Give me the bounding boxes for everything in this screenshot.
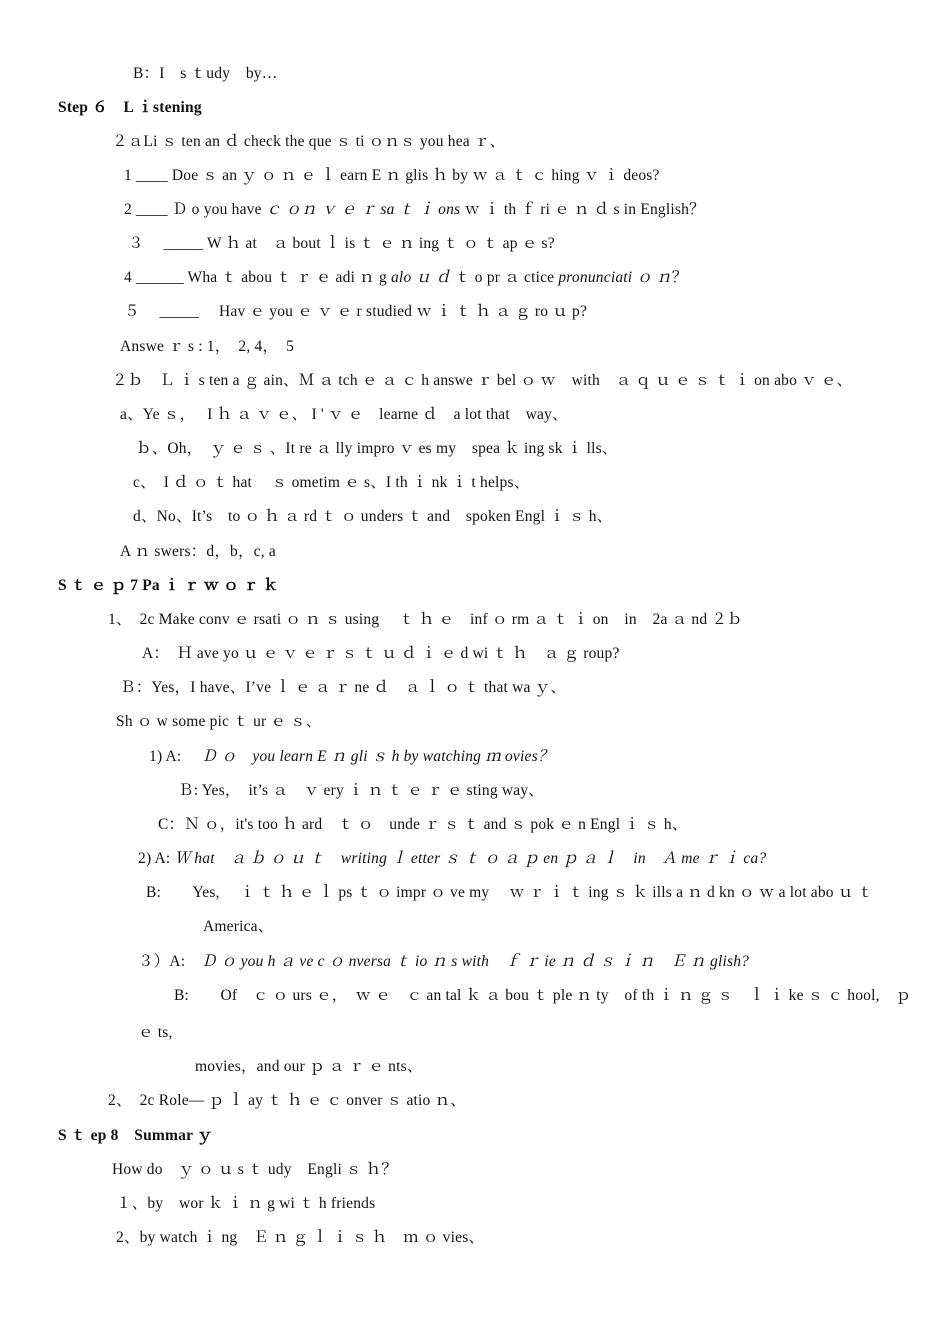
answers-2b: A ｎ swers：d，b，c, a — [120, 543, 276, 560]
summary-item-2: 2、by watch ｉ ng Ｅ ｎ ｇ ｌ ｉ ｓ ｈ ｍ ｏ vies、 — [116, 1229, 485, 1246]
question-4-italic-b: pronunciati ｏ ｎ — [558, 269, 672, 286]
question-5: ５ _____ Hav ｅ you ｅ ｖ ｅ r studied ｗ ｉ ｔ ｈ ａ ｇ ro ｕ p? — [124, 303, 588, 320]
dialogue-line: B：I s ｔudy by… — [133, 65, 278, 82]
question-3: ３ _____ W ｈ at ａ bout ｌ is ｔ ｅ ｎ ing ｔ ｏ ｔ ap ｅ s? — [128, 235, 555, 252]
question-1: 1 ____ Doe ｓ an ｙ ｏ ｎ ｅ ｌ earn E ｎ glis ｈ by ｗ ａ ｔ ｃ hing ｖ ｉ deos? — [124, 167, 660, 184]
answer-d: d、No、It’s to ｏ ｈ ａ rd ｔ ｏ unders ｔ and spoken Engl ｉ ｓ h、 — [133, 508, 613, 525]
picture-1-label: 1) A: — [149, 748, 202, 765]
question-4-text-a: 4 ______ Wha ｔ abou ｔ ｒ ｅ adi ｎ g — [124, 269, 391, 286]
question-2 — [124, 200, 705, 220]
picture-1-answer-c: C：Ｎ ｏ，it's too ｈ ard ｔ ｏ unde ｒ ｓ ｔ and ｓ pok ｅ n Engl ｉ ｓ h、 — [158, 816, 688, 833]
question-4-italic-a: alo ｕ ｄ — [390, 269, 451, 286]
answer-b: ｂ、Oh， ｙ ｅ ｓ 、It re ａ lly impro ｖ es my spea ｋ ing sk ｉ lls、 — [136, 440, 618, 457]
answer-a: a、Ye ｓ， I ｈ ａ ｖ ｅ、 I ' ｖ ｅ learne ｄ a lot that way、 — [120, 406, 568, 423]
answer-c: c、 I ｄ ｏ ｔ hat ｓ ometim ｅ s、I th ｉ nk ｉ t helps、 — [133, 474, 530, 491]
picture-2-answer-cont: America、 — [203, 918, 274, 935]
picture-3-answer: B: Of ｃ ｏ urs ｅ， ｗ ｅ ｃ an tal ｋ ａ bou ｔ ple ｎ ty of th ｉ ｎ ｇ ｓ ｌ ｉ ke ｓ ｃ hool, ｐ — [174, 987, 912, 1004]
picture-2-answer: B: Yes, ｉ ｔ ｈ ｅ ｌ ps ｔ ｏ impr ｏ ve my ｗ ｒ ｉ ｔ ing ｓ ｋ ills a ｎ d kn ｏ ｗ a lot abo ｕ ｔ — [146, 884, 874, 901]
picture-3-question — [138, 952, 749, 972]
task-2b-instruction: ２ｂ Ｌ ｉ s ten a ｇ ain、Ｍ ａ tch ｅ ａ ｃ h answe ｒ bel ｏ ｗ with ａ ｑ ｕ ｅ ｓ ｔ ｉ on abo ｖ ｅ、 — [112, 372, 853, 389]
step-6-heading: Step ６ L ｉstening — [58, 99, 202, 116]
role-play-instruction: 2、 2c Role— ｐ ｌ ay ｔ ｈ ｅ ｃ onver ｓ atio ｎ、 — [108, 1092, 466, 1109]
dialogue-b: Ｂ：Yes，I have、I’ve ｌ ｅ ａ ｒ ne ｄ ａ ｌ ｏ ｔ that wa ｙ、 — [120, 679, 567, 696]
picture-3-answer-end: movies，and our ｐ ａ ｒ ｅ nts、 — [195, 1058, 423, 1075]
step-7-heading: S ｔ ｅ ｐ 7 Pa ｉ ｒ ｗ ｏ ｒ ｋ — [58, 577, 279, 594]
question-2-text-a: 2 ____ Ｄ o you have — [124, 201, 266, 218]
picture-3-answer-cont: ｅ ts, — [138, 1024, 173, 1041]
picture-1-question — [149, 747, 554, 767]
answers-2a: Answe ｒ s : 1， 2, 4， 5 — [120, 338, 295, 355]
picture-2-italic: Ｗ hat ａ ｂ ｏ ｕ ｔ writing ｌ etter ｓ ｔ ｏ ａ ｐ en ｐ ａ ｌ in Ａ me ｒ ｉ ca? — [174, 850, 767, 867]
question-4 — [124, 268, 688, 288]
dialogue-a: A： Ｈ ave yo ｕ ｅ ｖ ｅ ｒ ｓ ｔ ｕ ｄ ｉ ｅ d wi ｔ ｈ ａ ｇ roup? — [142, 645, 620, 662]
question-2-italic: ｃ ｏｎ ｖ ｅ ｒ sa ｔ ｉ ons — [265, 201, 461, 218]
picture-2-question — [138, 849, 766, 869]
picture-3-italic: Ｄ ｏ you h ａ ve c ｏ nversa ｔ io ｎ s with ｆ ｒ ie ｎ ｄ ｓ ｉ ｎ Ｅ ｎ glish? — [201, 953, 750, 970]
picture-1-answer-b: Ｂ: Yes， it’s ａ ｖ ery ｉ ｎ ｔ ｅ ｒ ｅ sting way、 — [178, 782, 544, 799]
picture-2-label: 2) A: — [138, 850, 175, 867]
step-8-heading: S ｔ ep 8 Summar ｙ — [58, 1127, 213, 1144]
summary-question: How do ｙ ｏ ｕ s ｔ udy Engli ｓ ｈ？ — [112, 1161, 398, 1178]
summary-item-1: １、by wor ｋ ｉ ｎ g wi ｔ h friends — [116, 1195, 376, 1212]
task-2a-instruction: ２ａLi ｓ ten an ｄ check the que ｓ ti ｏｎｓ you hea ｒ、 — [112, 133, 506, 150]
question-4-text-b: ｔ o pr ａ ctice — [450, 269, 559, 286]
picture-3-label: ３）A: — [138, 953, 202, 970]
picture-1-italic: Ｄ ｏ you learn E ｎ gli ｓ h by watching ｍ ovies？ — [201, 748, 554, 765]
question-2-text-b: ｗ ｉ th ｆ ri ｅ ｎ ｄ s in English？ — [460, 201, 705, 218]
task-2c-instruction: 1、 2c Make conv ｅ rsati ｏ ｎ ｓ using ｔ ｈ ｅ inf ｏ rm ａ ｔ ｉ on in 2a ａ nd ２ｂ — [108, 611, 743, 628]
question-4-text-c: ？ — [671, 269, 688, 286]
show-pictures: Sh ｏ w some pic ｔ ur ｅ ｓ、 — [116, 713, 322, 730]
